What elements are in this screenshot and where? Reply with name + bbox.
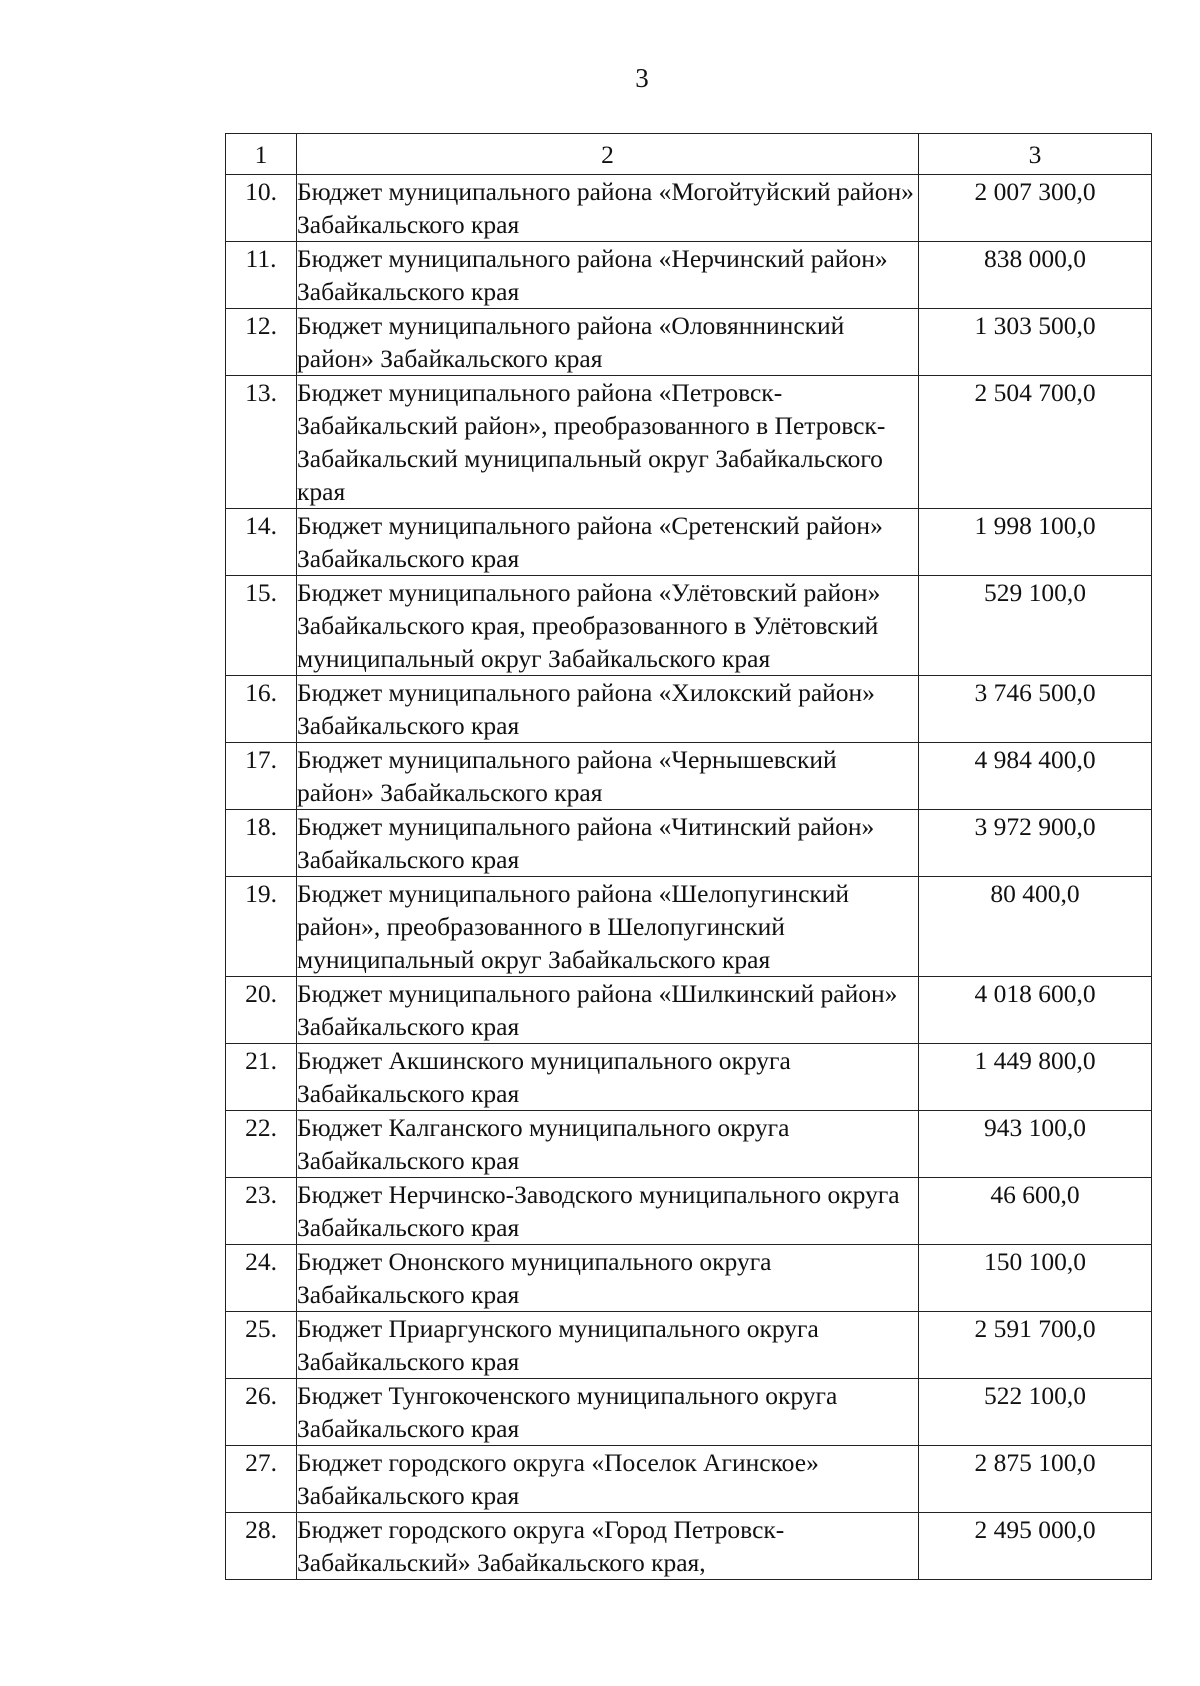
budget-amount: 1 303 500,0 <box>919 309 1152 376</box>
table-row <box>226 1245 1152 1312</box>
budget-name: Бюджет муниципального района «Чернышевский район» Забайкальского края <box>297 743 919 810</box>
table-row <box>226 1111 1152 1178</box>
budget-name: Бюджет муниципального района «Петровск-Забайкальский район», преобразованного в Петровск-Забайкальский муниципальный округ Забайкальского края <box>297 376 919 509</box>
budget-name: Бюджет муниципального района «Могойтуйский район» Забайкальского края <box>297 175 919 242</box>
budget-amount: 1 449 800,0 <box>919 1044 1152 1111</box>
budget-name: Бюджет муниципального района «Сретенский район» Забайкальского края <box>297 509 919 576</box>
table-row <box>226 676 1152 743</box>
row-number: 13. <box>226 376 297 509</box>
budget-name: Бюджет муниципального района «Шилкинский район» Забайкальского края <box>297 977 919 1044</box>
budget-amount: 2 504 700,0 <box>919 376 1152 509</box>
row-number: 22. <box>226 1111 297 1178</box>
row-number: 16. <box>226 676 297 743</box>
table-body <box>226 175 1152 1580</box>
table-row <box>226 877 1152 977</box>
row-number: 15. <box>226 576 297 676</box>
table-row <box>226 810 1152 877</box>
budget-amount: 943 100,0 <box>919 1111 1152 1178</box>
budget-amount: 3 746 500,0 <box>919 676 1152 743</box>
budget-name: Бюджет муниципального района «Улётовский район» Забайкальского края, преобразованного в Улётовский муниципальный округ Забайкальского края <box>297 576 919 676</box>
row-number: 21. <box>226 1044 297 1111</box>
table-row <box>226 1513 1152 1580</box>
budget-name: Бюджет Акшинского муниципального округа Забайкальского края <box>297 1044 919 1111</box>
budget-name: Бюджет Ононского муниципального округа Забайкальского края <box>297 1245 919 1312</box>
budget-name: Бюджет муниципального района «Оловяннинский район» Забайкальского края <box>297 309 919 376</box>
budget-amount: 3 972 900,0 <box>919 810 1152 877</box>
budget-amount: 2 007 300,0 <box>919 175 1152 242</box>
row-number: 20. <box>226 977 297 1044</box>
row-number: 19. <box>226 877 297 977</box>
row-number: 14. <box>226 509 297 576</box>
header-col-2: 2 <box>297 134 919 175</box>
budget-amount: 150 100,0 <box>919 1245 1152 1312</box>
table-row <box>226 376 1152 509</box>
budget-name: Бюджет городского округа «Город Петровск-Забайкальский» Забайкальского края, <box>297 1513 919 1580</box>
budget-name: Бюджет городского округа «Поселок Агинское» Забайкальского края <box>297 1446 919 1513</box>
budget-name: Бюджет муниципального района «Шелопугинский район», преобразованного в Шелопугинский муниципальный округ Забайкальского края <box>297 877 919 977</box>
table-row <box>226 743 1152 810</box>
budget-table <box>225 133 1152 1580</box>
row-number: 10. <box>226 175 297 242</box>
table-row <box>226 509 1152 576</box>
budget-name: Бюджет Калганского муниципального округа Забайкальского края <box>297 1111 919 1178</box>
budget-amount: 80 400,0 <box>919 877 1152 977</box>
row-number: 17. <box>226 743 297 810</box>
budget-amount: 2 875 100,0 <box>919 1446 1152 1513</box>
table-row <box>226 576 1152 676</box>
row-number: 18. <box>226 810 297 877</box>
row-number: 25. <box>226 1312 297 1379</box>
budget-amount: 838 000,0 <box>919 242 1152 309</box>
budget-name: Бюджет муниципального района «Читинский район» Забайкальского края <box>297 810 919 877</box>
budget-amount: 1 998 100,0 <box>919 509 1152 576</box>
row-number: 26. <box>226 1379 297 1446</box>
table-row <box>226 1312 1152 1379</box>
table-row <box>226 175 1152 242</box>
budget-amount: 4 984 400,0 <box>919 743 1152 810</box>
table-row <box>226 1044 1152 1111</box>
budget-name: Бюджет Приаргунского муниципального округа Забайкальского края <box>297 1312 919 1379</box>
row-number: 11. <box>226 242 297 309</box>
budget-amount: 522 100,0 <box>919 1379 1152 1446</box>
row-number: 24. <box>226 1245 297 1312</box>
table-row <box>226 1178 1152 1245</box>
page-number: 3 <box>635 63 649 93</box>
row-number: 28. <box>226 1513 297 1580</box>
budget-amount: 2 591 700,0 <box>919 1312 1152 1379</box>
row-number: 27. <box>226 1446 297 1513</box>
table-row <box>226 309 1152 376</box>
budget-amount: 2 495 000,0 <box>919 1513 1152 1580</box>
table-row <box>226 242 1152 309</box>
row-number: 12. <box>226 309 297 376</box>
budget-amount: 529 100,0 <box>919 576 1152 676</box>
budget-name: Бюджет Тунгокоченского муниципального округа Забайкальского края <box>297 1379 919 1446</box>
header-col-1: 1 <box>226 134 297 175</box>
budget-amount: 46 600,0 <box>919 1178 1152 1245</box>
table-row <box>226 1379 1152 1446</box>
budget-name: Бюджет муниципального района «Хилокский район» Забайкальского края <box>297 676 919 743</box>
table-header-row <box>226 134 1152 175</box>
row-number: 23. <box>226 1178 297 1245</box>
budget-name: Бюджет муниципального района «Нерчинский район» Забайкальского края <box>297 242 919 309</box>
table-row <box>226 977 1152 1044</box>
budget-amount: 4 018 600,0 <box>919 977 1152 1044</box>
header-col-3: 3 <box>919 134 1152 175</box>
budget-name: Бюджет Нерчинско-Заводского муниципального округа Забайкальского края <box>297 1178 919 1245</box>
table-row <box>226 1446 1152 1513</box>
